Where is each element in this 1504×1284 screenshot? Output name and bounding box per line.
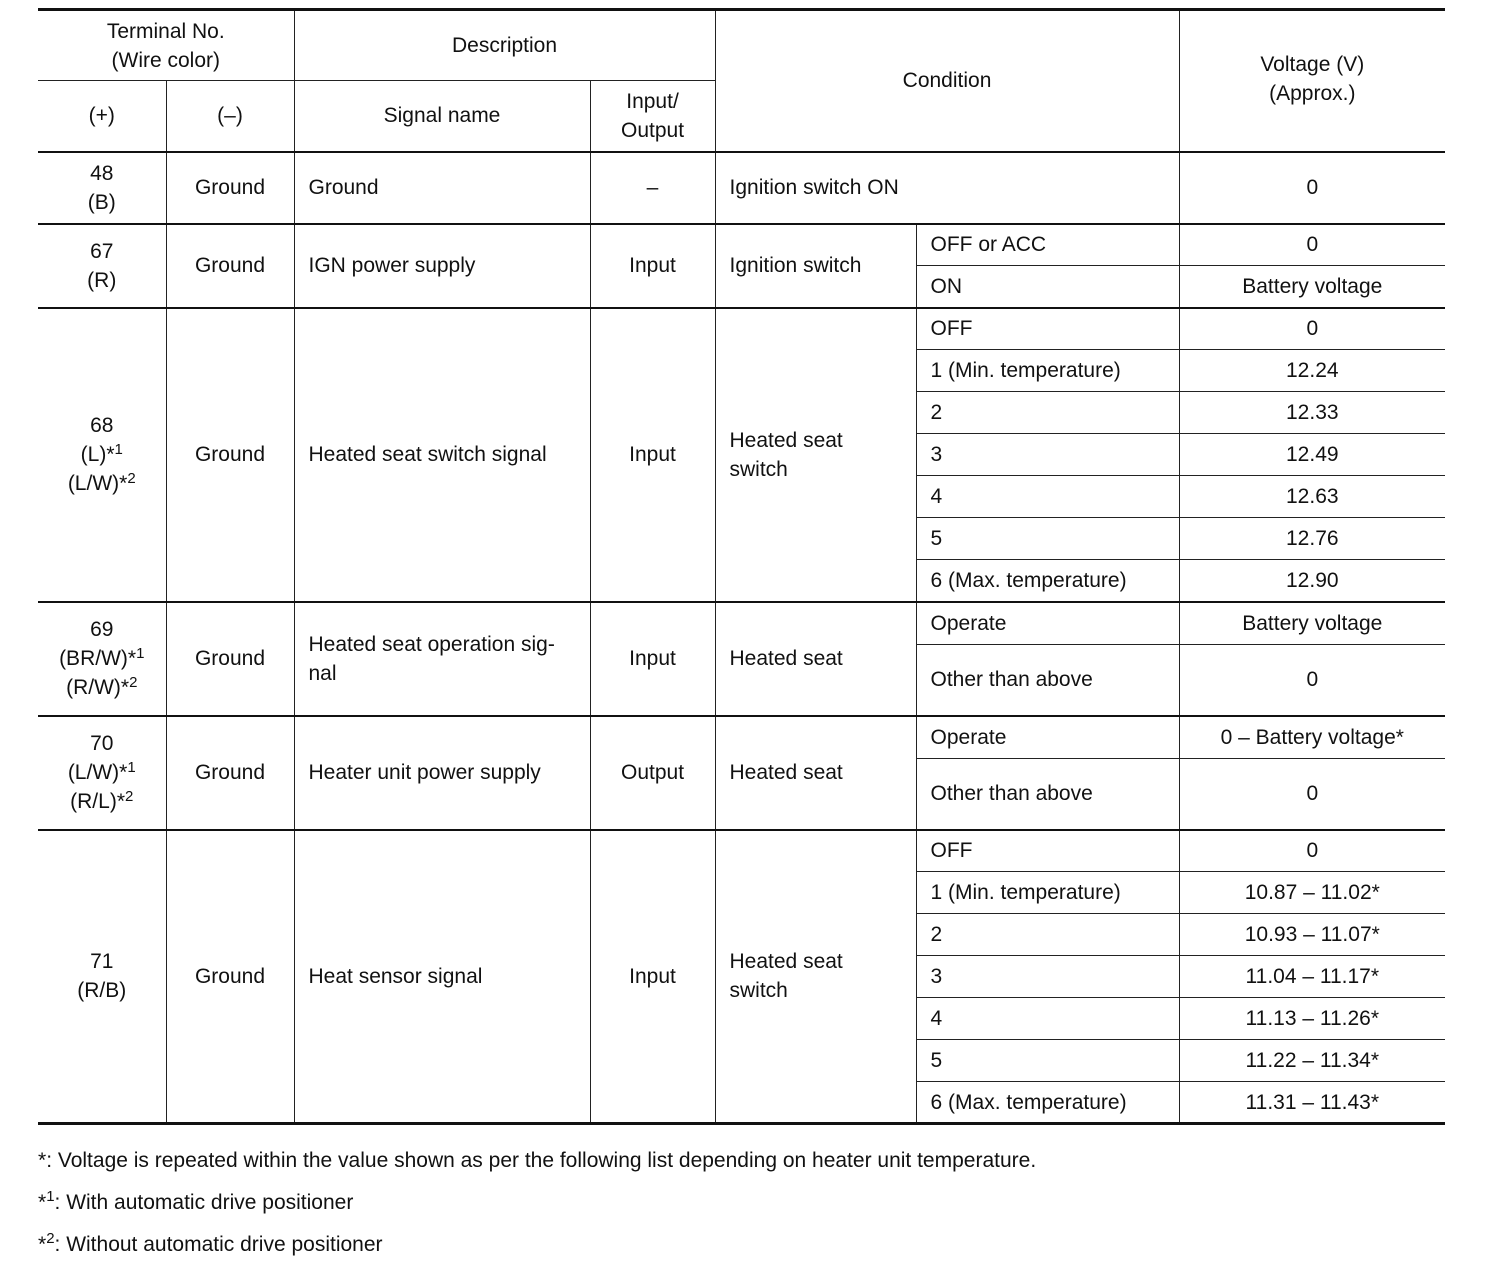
terminal-cell: 48 (B) <box>38 152 166 224</box>
minus-cell: Ground <box>166 716 294 830</box>
sub-condition-cell: OFF or ACC <box>916 224 1179 266</box>
signal-cell: Heated seat switch signal <box>294 308 590 602</box>
footnote-voltage-repeat: *: Voltage is repeated within the value shown as per the following list depending on heater unit temperature. <box>38 1149 1037 1172</box>
sub-condition-cell: 4 <box>916 998 1179 1040</box>
signal-cell: Heated seat operation sig- nal <box>294 602 590 716</box>
condition-cell: Heated seat switch <box>715 308 916 602</box>
minus-cell: Ground <box>166 308 294 602</box>
sub-condition-cell: 2 <box>916 914 1179 956</box>
terminal-cell: 70 (L/W)*$^1$ (R/L)*$^2$ <box>38 716 166 830</box>
sub-condition-cell: OFF <box>916 830 1179 872</box>
voltage-cell: 12.49 <box>1179 434 1445 476</box>
terminal-spec-table <box>38 8 1445 1125</box>
signal-cell: IGN power supply <box>294 224 590 308</box>
voltage-cell: 0 <box>1179 645 1445 716</box>
io-cell: – <box>590 152 715 224</box>
voltage-cell: 0 <box>1179 152 1445 224</box>
sub-condition-cell: 3 <box>916 434 1179 476</box>
terminal-cell: 71 (R/B) <box>38 830 166 1124</box>
signal-cell: Heater unit power supply <box>294 716 590 830</box>
signal-cell: Heat sensor signal <box>294 830 590 1124</box>
voltage-cell: 10.93 – 11.07* <box>1179 914 1445 956</box>
minus-cell: Ground <box>166 152 294 224</box>
voltage-cell: Battery voltage <box>1179 266 1445 308</box>
signal-cell: Ground <box>294 152 590 224</box>
voltage-cell: Battery voltage <box>1179 602 1445 645</box>
sub-condition-cell: 5 <box>916 518 1179 560</box>
sub-condition-cell: 1 (Min. temperature) <box>916 350 1179 392</box>
plus-header: (+) <box>38 81 166 152</box>
voltage-cell: 12.76 <box>1179 518 1445 560</box>
io-cell: Input <box>590 308 715 602</box>
voltage-cell: 12.33 <box>1179 392 1445 434</box>
sub-condition-cell: 5 <box>916 1040 1179 1082</box>
condition-cell: Ignition switch ON <box>715 152 1179 224</box>
table-row <box>38 716 1445 759</box>
voltage-cell: 12.63 <box>1179 476 1445 518</box>
sub-condition-cell: 6 (Max. temperature) <box>916 560 1179 602</box>
io-cell: Input <box>590 602 715 716</box>
minus-cell: Ground <box>166 224 294 308</box>
voltage-cell: 10.87 – 11.02* <box>1179 872 1445 914</box>
table-row <box>38 830 1445 872</box>
condition-header: Condition <box>715 10 1179 152</box>
table-row <box>38 602 1445 645</box>
sub-condition-cell: OFF <box>916 308 1179 350</box>
footnote-with-adp: *$^1$: With automatic drive positioner <box>38 1188 354 1214</box>
voltage-cell: 0 <box>1179 830 1445 872</box>
sub-condition-cell: 4 <box>916 476 1179 518</box>
footnote-without-adp: *$^2$: Without automatic drive positioner <box>38 1230 383 1256</box>
io-cell: Input <box>590 224 715 308</box>
sub-condition-cell: Other than above <box>916 645 1179 716</box>
table-row <box>38 152 1445 224</box>
minus-cell: Ground <box>166 830 294 1124</box>
sub-condition-cell: 2 <box>916 392 1179 434</box>
condition-cell: Heated seat <box>715 716 916 830</box>
condition-cell: Heated seat switch <box>715 830 916 1124</box>
io-header: Input/ Output <box>590 81 715 152</box>
sub-condition-cell: Operate <box>916 602 1179 645</box>
sub-condition-cell: 6 (Max. temperature) <box>916 1082 1179 1124</box>
voltage-cell: 12.24 <box>1179 350 1445 392</box>
terminal-cell: 69 (BR/W)*$^1$ (R/W)*$^2$ <box>38 602 166 716</box>
terminal-cell: 68 (L)*$^1$ (L/W)*$^2$ <box>38 308 166 602</box>
sub-condition-cell: Operate <box>916 716 1179 759</box>
terminal-cell: 67 (R) <box>38 224 166 308</box>
io-cell: Input <box>590 830 715 1124</box>
footnotes <box>38 1147 1036 1273</box>
table-row <box>38 308 1445 350</box>
condition-cell: Ignition switch <box>715 224 916 308</box>
minus-header: (–) <box>166 81 294 152</box>
terminal-header: Terminal No. (Wire color) <box>38 10 294 81</box>
voltage-cell: 0 – Battery voltage* <box>1179 716 1445 759</box>
voltage-header: Voltage (V) (Approx.) <box>1179 10 1445 152</box>
condition-cell: Heated seat <box>715 602 916 716</box>
voltage-cell: 0 <box>1179 308 1445 350</box>
io-cell: Output <box>590 716 715 830</box>
sub-condition-cell: ON <box>916 266 1179 308</box>
table-row <box>38 224 1445 266</box>
voltage-cell: 11.13 – 11.26* <box>1179 998 1445 1040</box>
voltage-cell: 11.31 – 11.43* <box>1179 1082 1445 1124</box>
signal-name-header: Signal name <box>294 81 590 152</box>
minus-cell: Ground <box>166 602 294 716</box>
description-header: Description <box>294 10 715 81</box>
sub-condition-cell: 3 <box>916 956 1179 998</box>
voltage-cell: 0 <box>1179 759 1445 830</box>
voltage-cell: 11.04 – 11.17* <box>1179 956 1445 998</box>
voltage-cell: 0 <box>1179 224 1445 266</box>
voltage-cell: 11.22 – 11.34* <box>1179 1040 1445 1082</box>
sub-condition-cell: 1 (Min. temperature) <box>916 872 1179 914</box>
voltage-cell: 12.90 <box>1179 560 1445 602</box>
sub-condition-cell: Other than above <box>916 759 1179 830</box>
